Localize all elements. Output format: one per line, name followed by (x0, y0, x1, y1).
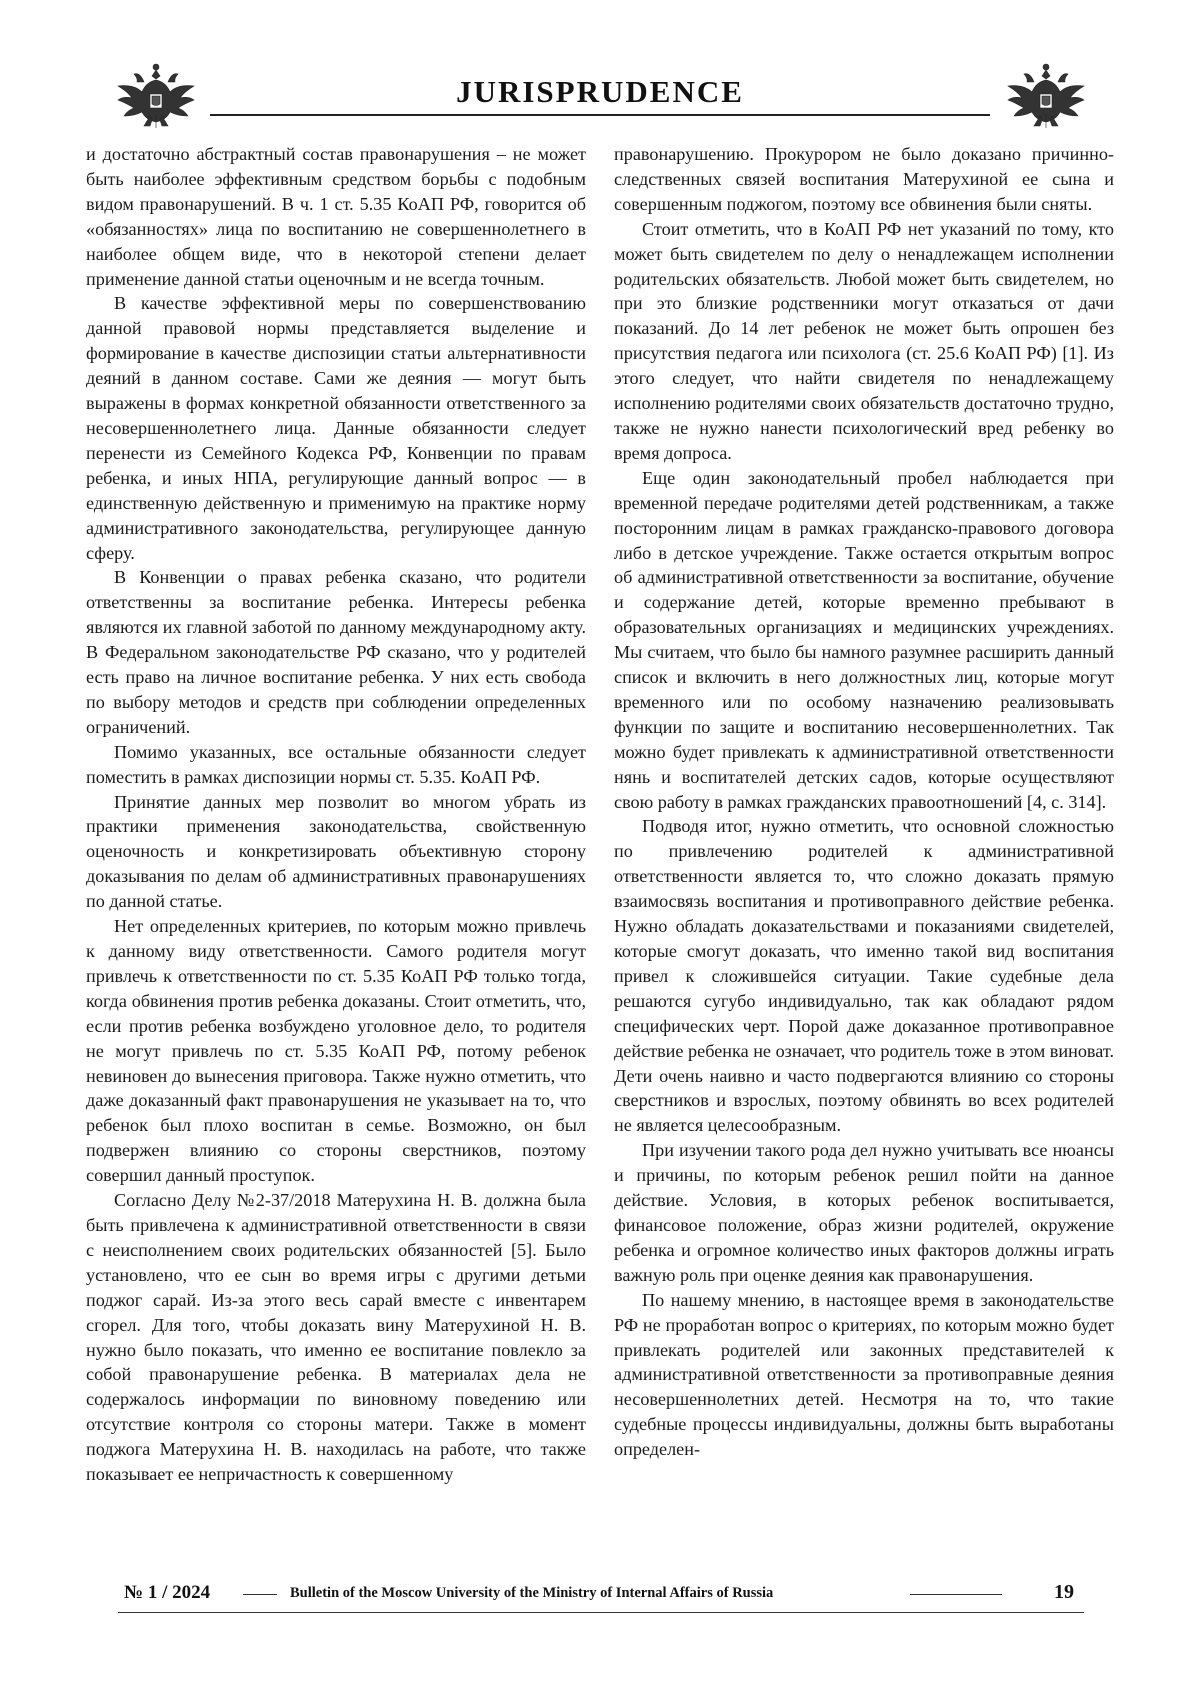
paragraph: и достаточно абстрактный состав правонарушения – не может быть наиболее эффективным средством борьбы с подобным видом правонарушений. В ч. 1 ст. 5.35 КоАП РФ, говорится об «обязанностях» лица по воспитанию не совершеннолетнего в наиболее общем виде, что в некоторой степени делает применение данной статьи оценочным и не всегда точным. (86, 144, 586, 289)
page-header (0, 60, 1200, 140)
paragraph: Подводя итог, нужно отметить, что основной сложностью по привлечению родителей к административной ответственности является то, что сложно доказать прямую взаимосвязь воспитания и противоправного действие ребенка. Нужно обладать доказательствами и показаниями свидетелей, которые смогут доказать, что именно такой вид воспитания привел к сложившейся ситуации. Такие судебные дела решаются сугубо индивидуально, так как обладают рядом специфических черт. Порой даже доказанное противоправное действие ребенка не означает, что родитель тоже в этом виноват. Дети очень наивно и часто подвергаются влиянию со стороны сверстников и взрослых, поэтому обвинять во всех родителей не является целесообразным. (614, 816, 1114, 1136)
paragraph: По нашему мнению, в настоящее время в законодательстве РФ не проработан вопрос о критериях, по которым можно будет привлекать родителей или законных представителей к административной ответственности за противоправные деяния несовершеннолетних детей. Несмотря на то, что такие судебные процессы индивидуальны, должны быть выработаны определен- (614, 1289, 1114, 1460)
paragraph: Нет определенных критериев, по которым можно привлечь к данному виду ответственности. Самого родителя могут привлечь к ответственности по ст. 5.35 КоАП РФ только тогда, когда обвинения против ребенка доказаны. Стоит отметить, что, если против ребенка возбуждено уголовное дело, то родителя не могут привлечь по ст. 5.35 КоАП РФ, потому ребенок невиновен до вынесения приговора. Также нужно отметить, что даже доказанный факт правонарушения не указывает на то, что ребенок был плохо воспитан в семье. Возможно, он был подвержен влиянию со стороны сверстников, поэтому совершил данный проступок. (86, 916, 586, 1186)
page-footer (0, 1580, 1200, 1620)
paragraph: В Конвенции о правах ребенка сказано, что родители ответственны за воспитание ребенка. Интересы ребенка являются их главной заботой по данному международному акту. В Федеральном законодательстве РФ сказано, что у родителей есть право на личное воспитание ребенка. У них есть свобода по выбору методов и средств при соблюдении определенных ограничений. (86, 567, 586, 737)
paragraph: правонарушению. Прокурором не было доказано причинно-следственных связей воспитания Матерухиной ее сына и совершенным поджогом, поэтому все обвинения были сняты. (614, 144, 1114, 214)
footer-rule (118, 1612, 1084, 1613)
header-rule (210, 114, 990, 116)
journal-name: Bulletin of the Moscow University of the Ministry of Internal Affairs of Russia (290, 1585, 774, 1601)
footer-dash (910, 1594, 1002, 1595)
paragraph: Принятие данных мер позволит во многом убрать из практики применения законодательства, свойственную оценочность и конкретизировать объективную сторону доказывания по делам об административных правонарушениях по данной статье. (86, 791, 586, 912)
left-column (86, 142, 586, 1487)
double-headed-eagle-icon (110, 60, 202, 136)
section-title: JURISPRUDENCE (456, 74, 744, 109)
footer-dash (243, 1594, 277, 1595)
paragraph: Еще один законодательный пробел наблюдается при временной передаче родителями детей родственникам, а также посторонним лицам в рамках гражданско-правового договора либо в детское учреждение. Также остается открытым вопрос об административной ответственности за воспитание, обучение и содержание детей, которые временно пребывают в образовательных организациях и медицинских учреждениях. Мы считаем, что было бы намного разумнее расширить данный список и включить в него должностных лиц, которые могут временного или по особому назначению реализовывать функции по защите и воспитанию несовершеннолетних. Так можно будет привлекать к административной ответственности нянь и воспитателей детских садов, которые осуществляют свою работу в рамках гражданских правоотношений [4, с. 314]. (614, 467, 1114, 812)
paragraph: Согласно Делу №2-37/2018 Матерухина Н. В. должна была быть привлечена к административной ответственности в связи с неисполнением своих родительских обязанностей [5]. Было установлено, что ее сын во время игры с другими детьми поджог сарай. Из-за этого весь сарай вместе с инвентарем сгорел. Для того, чтобы доказать вину Матерухиной Н. В. нужно было показать, что именно ее воспитание повлекло за собой правонарушение ребенка. В материалах дела не содержалось информации по виновному поведению или отсутствие контроля со стороны матери. Также в момент поджога Матерухина Н. В. находилась на работе, что также показывает ее непричастность к совершенному (86, 1190, 586, 1485)
paragraph: Стоит отметить, что в КоАП РФ нет указаний по тому, кто может быть свидетелем по делу о ненадлежащем исполнении родительских обязательств. Любой может быть свидетелем, но при это близкие родственники могут отказаться от дачи показаний. До 14 лет ребенок не может быть опрошен без присутствия педагога или психолога (ст. 25.6 КоАП РФ) [1]. Из этого следует, что найти свидетеля по ненадлежащему исполнению родителями своих обязательств достаточно трудно, также не нужно нанести психологический вред ребенку во время допроса. (614, 218, 1114, 463)
page-number: 19 (1054, 1581, 1074, 1603)
paragraph: При изучении такого рода дел нужно учитывать все нюансы и причины, по которым ребенок решил пойти на данное действие. Условия, в которых ребенок воспитывается, финансовое положение, образ жизни родителей, окружение ребенка и огромное количество иных факторов должны играть важную роль при оценке деяния как правонарушения. (614, 1140, 1114, 1285)
paragraph: Помимо указанных, все остальные обязанности следует поместить в рамках диспозиции нормы ст. 5.35. КоАП РФ. (86, 741, 586, 787)
paragraph: В качестве эффективной меры по совершенствованию данной правовой нормы представляется выделение и формирование в качестве диспозиции статьи альтернативности деяний в данном составе. Сами же деяния — могут быть выражены в формах конкретной обязанности ответственного за несовершеннолетнего лица. Данные обязанности следует перенести из Семейного Кодекса РФ, Конвенции по правам ребенка, и иных НПА, регулирующие данный вопрос — в единственную действенную и применимую на практике норму административного законодательства, регулирующее данную сферу. (86, 293, 586, 563)
right-column (614, 142, 1114, 1462)
issue-number: № 1 / 2024 (124, 1582, 211, 1603)
double-headed-eagle-icon (1000, 60, 1092, 136)
